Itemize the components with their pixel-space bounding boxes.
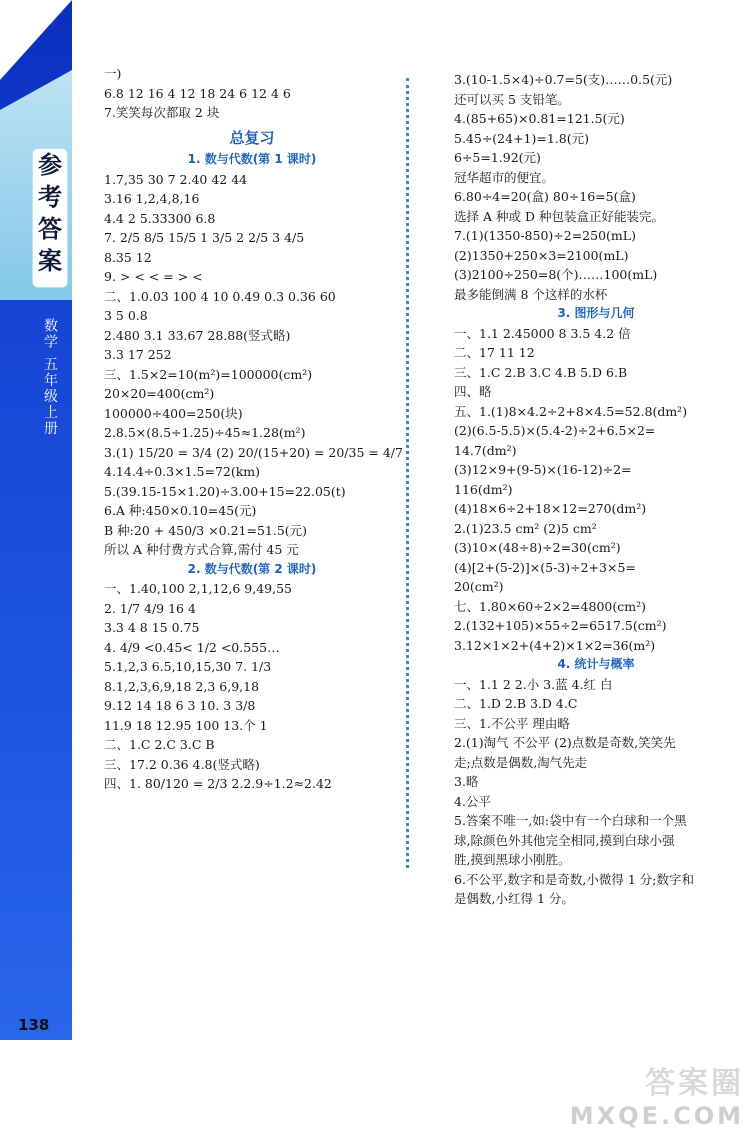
answer-line: 三、1.不公平 理由略	[454, 715, 570, 731]
answer-line: 3.3 17 252	[104, 347, 172, 362]
answer-line: 二、1.0.03 100 4 10 0.49 0.3 0.36 60	[104, 288, 336, 304]
answer-line: 2. 1/7 4/9 16 4	[104, 600, 196, 616]
answer-line: 20(cm²)	[454, 579, 504, 594]
answer-line: 20×20=400(cm²)	[104, 386, 215, 401]
right-column	[454, 70, 738, 909]
watermark-url: MXQE.COM	[569, 1102, 744, 1128]
answer-line: 球,除颜色外其他完全相同,摸到白球小强	[454, 832, 675, 848]
sidebar-title-char: 考	[38, 183, 62, 211]
answer-line: B 种:20 + 450/3 ×0.21=51.5(元)	[104, 522, 308, 538]
answer-line: 7.笑笑每次都取 2 块	[104, 105, 220, 120]
column-divider	[406, 78, 409, 868]
answer-line: 最多能倒满 8 个这样的水杯	[454, 286, 608, 302]
answer-line: 2.8.5×(8.5÷1.25)÷45≈1.28(m²)	[104, 425, 306, 440]
answer-line: 还可以买 5 支铅笔。	[454, 91, 570, 107]
answer-line: (4)[2+(5-2)]×(5-3)÷2+3×5=	[454, 559, 636, 575]
answer-line: 3 5 0.8	[104, 308, 148, 323]
subsection-heading: 4. 统计与概率	[557, 657, 635, 671]
answer-line: 3.(1) 15/20 = 3/4 (2) 20/(15+20) = 20/35 = 4/7	[104, 444, 403, 460]
answer-line: 选择 A 种或 D 种包装盒正好能装完。	[454, 208, 664, 224]
answer-line: 四、1. 80/120 = 2/3 2.2.9÷1.2≈2.42	[104, 776, 332, 791]
answer-line: 一、1.1 2 2.小 3.蓝 4.红 白	[454, 676, 613, 692]
answer-line: 一)	[104, 66, 122, 81]
answer-line: 三、1.5×2=10(m²)=100000(cm²)	[104, 366, 313, 382]
answer-line: 8.1,2,3,6,9,18 2,3 6,9,18	[104, 678, 260, 694]
sidebar-subtitle: 数学 五年级上册	[42, 318, 58, 437]
answer-line: 走;点数是偶数,淘气先走	[454, 754, 588, 770]
answer-line: 2.(132+105)×55÷2=6517.5(cm²)	[454, 618, 667, 633]
watermark-logo-text: 答案圈	[645, 1066, 744, 1101]
answer-line: 5.45÷(24+1)=1.8(元)	[454, 130, 589, 146]
sidebar-title-char: 答	[38, 215, 62, 243]
answer-line: 3.(10-1.5×4)÷0.7=5(支)……0.5(元)	[454, 72, 673, 87]
answer-line: 5.(39.15-15×1.20)÷3.00+15=22.05(t)	[104, 483, 346, 499]
answer-line: 二、1.C 2.C 3.C B	[104, 737, 215, 752]
answer-line: (3)12×9+(9-5)×(16-12)÷2=	[454, 462, 632, 477]
answer-line: 116(dm²)	[454, 481, 513, 497]
answer-line: 1.7,35 30 7 2.40 42 44	[104, 171, 248, 187]
answer-line: 4.4 2 5.33300 6.8	[104, 210, 216, 226]
watermark	[570, 1068, 744, 1128]
section-heading: 总复习	[229, 128, 275, 147]
answer-line: 4.公平	[454, 793, 491, 809]
answer-line: 8.35 12	[104, 249, 152, 265]
answer-line: 3.16 1,2,4,8,16	[104, 191, 200, 206]
sidebar-title-char: 参	[38, 151, 62, 179]
answer-line: 3.略	[454, 774, 479, 789]
answer-line: 二、17 11 12	[454, 345, 535, 360]
answer-line: 7. 2/5 8/5 15/5 1 3/5 2 2/5 3 4/5	[104, 230, 305, 245]
answer-line: 4. 4/9 <0.45< 1/2 <0.555…	[104, 639, 280, 655]
answer-line: 2.(1)23.5 cm² (2)5 cm²	[454, 520, 597, 536]
answer-line: 6.8 12 16 4 12 18 24 6 12 4 6	[104, 85, 291, 101]
answer-line: 100000÷400=250(块)	[104, 405, 243, 421]
answer-line: 是偶数,小红得 1 分。	[454, 891, 574, 906]
answer-line: 2.(1)淘气 不公平 (2)点数是奇数,笑笑先	[454, 735, 676, 750]
answer-line: 14.7(dm²)	[454, 442, 517, 458]
answer-line: 6.不公平,数字和是奇数,小微得 1 分;数字和	[454, 871, 694, 887]
answer-line: 一、1.40,100 2,1,12,6 9,49,55	[104, 581, 293, 596]
answer-line: 3.12×1×2+(4+2)×1×2=36(m²)	[454, 637, 656, 653]
answer-line: (4)18×6÷2+18×12=270(dm²)	[454, 501, 647, 516]
answer-line: 2.480 3.1 33.67 28.88(竖式略)	[104, 327, 291, 343]
answer-line: 3.3 4 8 15 0.75	[104, 620, 200, 635]
answer-line: 三、1.C 2.B 3.C 4.B 5.D 6.B	[454, 364, 628, 380]
sidebar-title	[32, 148, 68, 288]
answer-line: (2)1350+250×3=2100(mL)	[454, 247, 629, 263]
answer-line: 11.9 18 12.95 100 13.个 1	[104, 717, 268, 733]
subsection-heading: 3. 图形与几何	[557, 306, 635, 320]
answer-line: 一、1.1 2.45000 8 3.5 4.2 倍	[454, 325, 631, 341]
answer-line: 4.(85+65)×0.81=121.5(元)	[454, 111, 625, 126]
sidebar-title-char: 案	[38, 247, 62, 275]
answer-line: (3)10×(48÷8)÷2=30(cm²)	[454, 540, 621, 555]
answer-line: 7.(1)(1350-850)÷2=250(mL)	[454, 228, 636, 243]
answer-line: 冠华超市的便宜。	[454, 169, 555, 185]
page-number: 138	[18, 1016, 50, 1034]
answer-line: 4.14.4÷0.3×1.5=72(km)	[104, 464, 261, 479]
answer-line: 5.答案不唯一,如:袋中有一个白球和一个黑	[454, 813, 687, 828]
answer-line: 6.A 种:450×0.10=45(元)	[104, 503, 257, 518]
answer-line: 三、17.2 0.36 4.8(竖式略)	[104, 756, 260, 772]
answer-line: (3)2100÷250=8(个)……100(mL)	[454, 267, 658, 282]
answer-line: 9.12 14 18 6 3 10. 3 3/8	[104, 698, 256, 713]
left-column	[104, 64, 403, 794]
answer-line: 5.1,2,3 6.5,10,15,30 7. 1/3	[104, 659, 272, 674]
answer-line: 四、略	[454, 384, 492, 399]
answer-line: 6÷5=1.92(元)	[454, 150, 541, 165]
answer-line: 二、1.D 2.B 3.D 4.C	[454, 696, 578, 711]
answer-line: 9. > < < = > <	[104, 269, 203, 284]
answer-line: 五、1.(1)8×4.2÷2+8×4.5=52.8(dm²)	[454, 403, 688, 419]
answer-line: 胜,摸到黑球小刚胜。	[454, 852, 571, 867]
answer-line: (2)(6.5-5.5)×(5.4-2)÷2+6.5×2=	[454, 423, 656, 438]
subsection-heading: 1. 数与代数(第 1 课时)	[187, 152, 317, 166]
answer-line: 所以 A 种付费方式合算,需付 45 元	[104, 542, 299, 557]
answer-line: 七、1.80×60÷2×2=4800(cm²)	[454, 598, 646, 614]
answer-line: 6.80÷4=20(盒) 80÷16=5(盒)	[454, 189, 636, 204]
subsection-heading: 2. 数与代数(第 2 课时)	[187, 561, 317, 576]
